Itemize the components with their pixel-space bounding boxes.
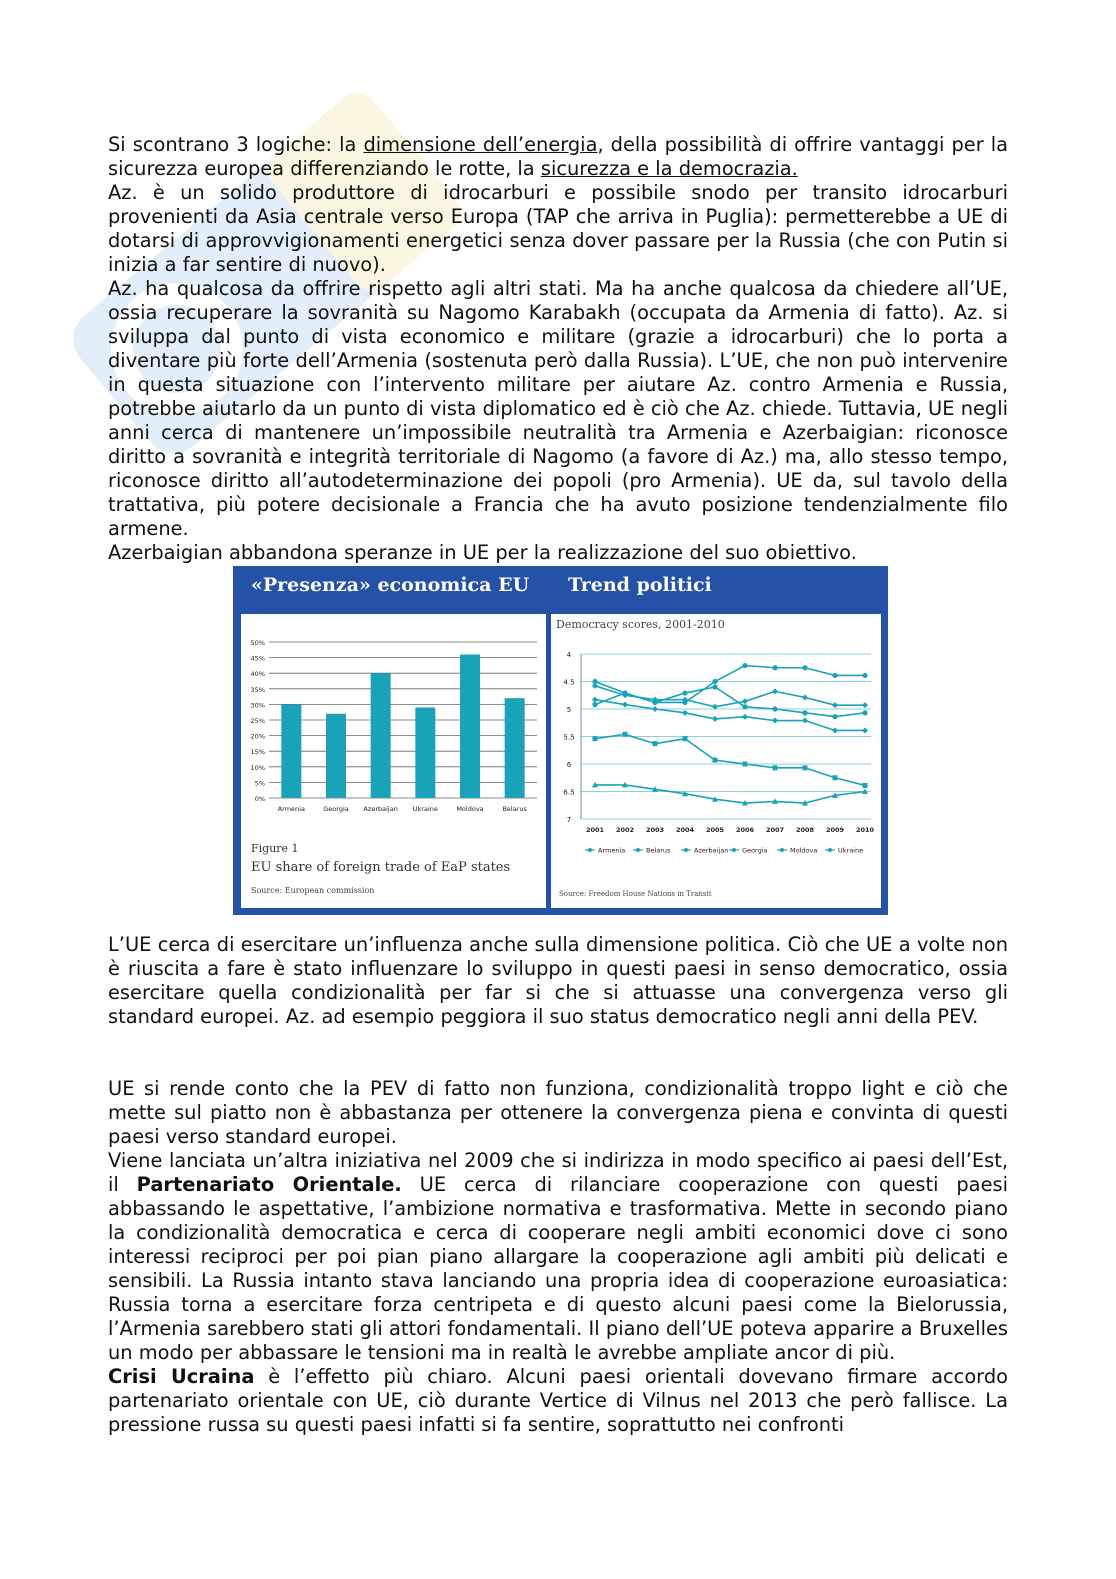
bar-chart-panel — [241, 614, 546, 908]
y-tick-label: 6.5 — [563, 788, 575, 797]
line-chart-panel — [551, 614, 881, 908]
paragraph — [108, 1365, 1008, 1437]
text-run: è l’effetto più chiaro. Alcuni paesi orientali dovevano firmare accordo partenariato orientale con UE, ciò durante Vertice di Vilnus nel 2013 che però fallisce. La pressione russa su questi paesi infatti si fa sentire, soprattutto nei confronti — [108, 1365, 1008, 1436]
data-point — [592, 697, 598, 703]
line-chart — [551, 614, 881, 908]
data-point — [863, 783, 868, 788]
bar-azerbaijan — [371, 673, 391, 798]
data-point — [772, 718, 778, 724]
data-point — [772, 688, 778, 694]
x-tick-label: 2001 — [585, 826, 605, 834]
data-point — [622, 702, 628, 708]
figure-eu-presence-political-trends — [233, 566, 888, 915]
data-point — [622, 690, 627, 695]
data-point — [772, 665, 777, 670]
y-tick-label: 50% — [250, 639, 265, 647]
legend-label: Belarus — [646, 846, 671, 855]
underlined-text: sicurezza e la democrazia. — [540, 157, 798, 180]
y-tick-label: 5.5 — [563, 733, 575, 742]
data-point — [772, 706, 777, 711]
x-tick-label: 2005 — [705, 826, 725, 834]
y-tick-label: 40% — [250, 670, 265, 679]
series-line-ukraine — [595, 666, 865, 705]
data-point — [593, 736, 598, 741]
legend-marker — [636, 848, 640, 852]
text-section-bottom — [108, 1077, 1008, 1437]
y-tick-label: 30% — [250, 701, 265, 710]
data-point — [652, 706, 658, 712]
x-tick-label: 2003 — [645, 826, 665, 834]
x-tick-label: 2008 — [795, 826, 815, 834]
x-tick-label: Ukraine — [412, 805, 438, 813]
text-run: L’UE cerca di esercitare un’influenza anche sulla dimensione politica. Ciò che UE a volte non è riuscita a fare è stato influenzare lo sviluppo in questi paesi in senso democratico, ossia esercitare quella condizionalità per far si che si attuasse una convergenza verso gli standard europei. Az. ad esempio peggiora il suo status democratico negli anni della PEV. — [108, 933, 1008, 1028]
figure-right-title: Trend politici — [568, 574, 712, 596]
series-line-moldova — [595, 682, 865, 717]
data-point — [773, 765, 778, 770]
data-point — [802, 665, 807, 670]
bar-belarus — [505, 698, 525, 798]
data-point — [682, 700, 687, 705]
y-tick-label: 0% — [254, 795, 265, 803]
data-point — [742, 663, 747, 668]
text-run: Az. ha qualcosa da offrire rispetto agli altri stati. Ma ha anche qualcosa da chiedere all’UE, ossia recuperare la sovranità su Nagomo Karabakh (occupata da Armenia di fatto). Az. si sviluppa dal punto di vista economico e militare (grazie a idrocarburi) che lo porta a diventare più forte dell’Armenia (sostenuta però dalla Russia). L’UE, che non può intervenire in questa situazione con l’intervento militare per aiutare Az. contro Armenia e Russia, potrebbe aiutarlo da un punto di vista diplomatico ed è ciò che Az. chiede. Tuttavia, UE negli anni cerca di mantenere un’impossibile neutralità tra Armenia e Azerbaigian: riconosce diritto a sovranità e integrità territoriale di Nagomo (a favore di Az.) ma, allo stesso tempo, riconosce diritto all’autodeterminazione dei popoli (pro Armenia). UE da, sul tavolo della trattativa, più potere decisionale a Francia che ha avuto posizione tendenzialmente filo armene. — [108, 277, 1008, 540]
paragraph — [108, 933, 1008, 1029]
x-tick-label: 2007 — [765, 826, 785, 834]
x-tick-label: Belarus — [502, 805, 527, 813]
text-section-mid — [108, 933, 1008, 1029]
text-section-top — [108, 133, 1008, 565]
paragraph — [108, 541, 1008, 565]
bold-text: Crisi Ucraina — [108, 1365, 255, 1388]
x-tick-label: 2010 — [855, 826, 875, 834]
text-run: Viene lanciata un’altra iniziativa nel 2009 che si indirizza in modo specifico ai paesi dell’Est, il — [108, 1149, 1008, 1196]
data-point — [742, 714, 748, 720]
x-tick-label: Azerbaijan — [363, 805, 398, 813]
x-tick-label: Moldova — [456, 805, 484, 813]
bar-chart-caption-figure: Figure 1 — [251, 842, 299, 855]
bar-moldova — [460, 654, 480, 798]
legend-label: Georgia — [742, 846, 768, 855]
data-point — [712, 684, 717, 689]
legend-marker — [828, 848, 832, 852]
data-point — [712, 679, 717, 684]
data-point — [653, 741, 658, 746]
data-point — [832, 673, 837, 678]
data-point — [802, 694, 808, 700]
paragraph — [108, 277, 1008, 541]
text-run: , della possibilità di offrire vantaggi per la sicurezza europea differenziando le rotte, la — [108, 133, 1009, 180]
paragraph — [108, 133, 1008, 181]
legend-marker — [780, 848, 784, 852]
x-tick-label: 2009 — [825, 826, 845, 834]
data-point — [802, 718, 808, 724]
y-tick-label: 6 — [566, 761, 572, 769]
bar-chart-source: Source: European commission — [251, 886, 375, 895]
series-line-belarus — [595, 785, 865, 803]
legend-marker — [732, 848, 736, 852]
legend-label: Ukraine — [838, 846, 864, 855]
data-point — [683, 736, 688, 741]
data-point — [862, 673, 867, 678]
data-point — [652, 700, 657, 705]
text-run: UE cerca di rilanciare cooperazione con questi paesi abbassando le aspettative, l’ambizione normativa e trasformativa. Mette in secondo piano la condizionalità democratica e cerca di cooperare negli ambiti economici dove ci sono interessi reciproci per poi pian piano allargare la cooperazione agli ambiti più delicati e sensibili. La Russia intanto stava lanciando una propria idea di cooperazione euroasiatica: Russia torna a esercitare forza centripeta e di questo alcuni paesi come la Bielorussia, l’Armenia sarebbero stati gli attori fondamentali. Il piano dell’UE poteva apparire a Bruxelles un modo per abbassare le tensioni ma in realtà le avrebbe ampliate ancor di più. — [108, 1173, 1008, 1364]
data-point — [742, 698, 748, 704]
underlined-text: dimensione dell’energia — [363, 133, 598, 156]
paragraph — [108, 181, 1008, 277]
y-tick-label: 15% — [250, 748, 265, 757]
bold-text: Partenariato Orientale. — [136, 1173, 402, 1196]
y-tick-label: 4 — [566, 651, 572, 659]
x-tick-label: Armenia — [277, 805, 305, 813]
data-point — [862, 710, 867, 715]
data-point — [832, 714, 837, 719]
y-tick-label: 25% — [250, 717, 265, 725]
data-point — [832, 702, 838, 708]
text-run: Azerbaigian abbandona speranze in UE per la realizzazione del suo obiettivo. — [108, 541, 857, 564]
data-point — [803, 765, 808, 770]
y-tick-label: 20% — [250, 732, 265, 741]
legend-label: Moldova — [790, 846, 818, 855]
bar-armenia — [281, 704, 301, 798]
series-line-azerbaijan — [595, 734, 865, 785]
y-tick-label: 4.5 — [563, 678, 575, 687]
figure-left-title: «Presenza» economica EU — [251, 574, 530, 596]
y-tick-label: 35% — [250, 685, 265, 694]
data-point — [682, 690, 687, 695]
legend-label: Azerbaijan — [694, 846, 729, 855]
data-point — [623, 732, 628, 737]
paragraph — [108, 1149, 1008, 1365]
data-point — [592, 702, 597, 707]
legend-marker — [588, 848, 592, 852]
data-point — [802, 710, 807, 715]
data-point — [832, 727, 838, 733]
x-tick-label: Georgia — [323, 805, 349, 813]
text-run: Si scontrano 3 logiche: la — [108, 133, 364, 156]
data-point — [712, 716, 718, 722]
data-point — [592, 679, 597, 684]
line-chart-source: Source: Freedom House Nations in Transit — [559, 890, 712, 898]
data-point — [833, 775, 838, 780]
data-point — [862, 702, 868, 708]
bar-chart-caption: EU share of foreign trade of EaP states — [251, 860, 511, 875]
legend-label: Armenia — [598, 846, 626, 855]
bar-ukraine — [415, 708, 435, 798]
line-chart-subtitle: Democracy scores, 2001-2010 — [556, 618, 725, 631]
legend-marker — [684, 848, 688, 852]
text-run: UE si rende conto che la PEV di fatto non funziona, condizionalità troppo light e ciò che mette sul piatto non è abbastanza per ottenere la convergenza piena e convinta di questi paesi verso standard europei. — [108, 1077, 1008, 1148]
data-point — [862, 727, 868, 733]
bar-georgia — [326, 714, 346, 798]
data-point — [682, 710, 688, 716]
data-point — [743, 762, 748, 767]
x-tick-label: 2002 — [615, 826, 635, 834]
x-tick-label: 2004 — [675, 826, 695, 834]
y-tick-label: 10% — [250, 763, 265, 772]
y-tick-label: 7 — [566, 816, 572, 824]
x-tick-label: 2006 — [735, 826, 755, 834]
data-point — [713, 758, 718, 763]
paragraph — [108, 1077, 1008, 1149]
text-run: Az. è un solido produttore di idrocarburi e possibile snodo per transito idrocarburi provenienti da Asia centrale verso Europa (TAP che arriva in Puglia): permetterebbe a UE di dotarsi di approvvigionamenti energetici senza dover passare per la Russia (che con Putin si inizia a far sentire di nuovo). — [108, 181, 1008, 276]
y-tick-label: 5 — [566, 706, 572, 714]
data-point — [742, 704, 747, 709]
y-tick-label: 5% — [254, 779, 265, 788]
y-tick-label: 45% — [250, 654, 265, 663]
